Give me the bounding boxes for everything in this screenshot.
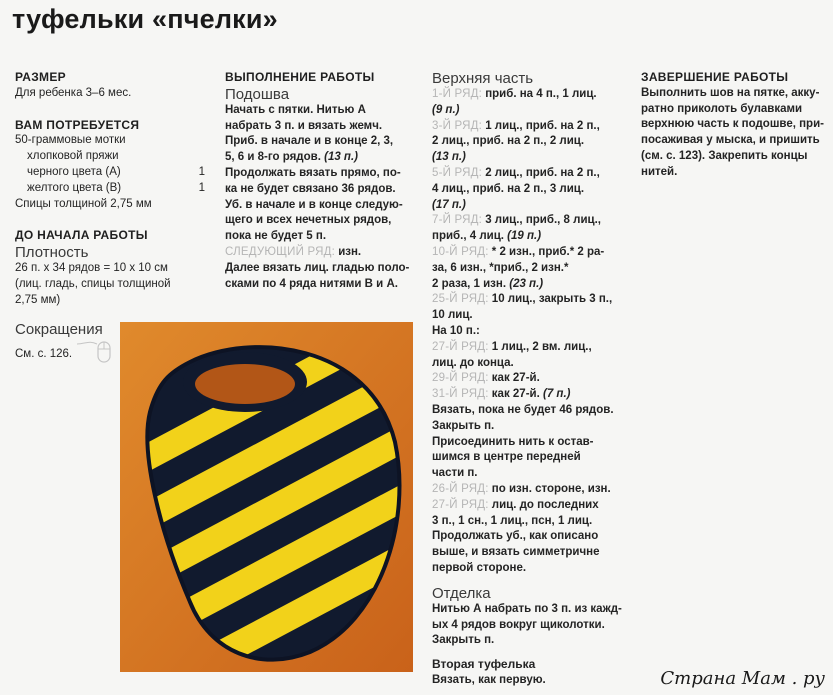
row-label: СЛЕДУЮЩИЙ РЯД: <box>225 245 335 258</box>
row-text: 2 лиц., приб. на 2 п., <box>485 166 600 179</box>
materials-intro-1: 50-граммовые мотки <box>15 134 126 147</box>
sole-line: щего и всех нечетных рядов, <box>225 214 392 227</box>
trim-line: ых 4 рядов вокруг щиколотки. <box>432 618 605 631</box>
row-label: 7-Й РЯД: <box>432 214 482 227</box>
sole-line: ка не будет связано 36 рядов. <box>225 182 396 195</box>
sole-line: Продолжать вязать прямо, по- <box>225 166 401 179</box>
material-label: желтого цвета (В) <box>27 181 122 194</box>
second-heading: Вторая туфелька <box>432 657 536 672</box>
sole-line: Далее вязать лиц. гладью поло- <box>225 261 410 274</box>
row-text: за, 6 изн., *приб., 2 изн.* <box>432 261 569 274</box>
abbr-text: См. с. 126. <box>15 347 73 360</box>
materials-intro-2: хлопковой пряжи <box>27 150 119 163</box>
instruction-line: Вязать, пока не будет 46 рядов. <box>432 403 614 416</box>
row-label: 5-Й РЯД: <box>432 166 482 179</box>
mouse-icon <box>77 338 117 370</box>
column-work <box>225 70 415 292</box>
sole-line: Начать с пятки. Нитью А <box>225 103 366 116</box>
material-qty: 1 <box>198 165 205 178</box>
finish-line: Выполнить шов на пятке, акку- <box>641 86 820 99</box>
row-text: 10 лиц., закрыть 3 п., <box>491 293 613 306</box>
sole-count: (13 п.) <box>324 151 358 164</box>
row-text: 2 лиц., приб. на 2 п., 2 лиц. <box>432 135 585 148</box>
abbr-heading: Сокращения <box>15 320 103 338</box>
stitch-count: (23 п.) <box>509 277 544 290</box>
stitch-count: (17 п.) <box>432 198 466 211</box>
row-label: 3-Й РЯД: <box>432 119 482 132</box>
finish-line: (см. с. 123). Закрепить концы <box>641 149 808 162</box>
row-text: как 27-й. <box>491 372 540 385</box>
row-text: лиц. до последних <box>491 498 599 511</box>
stitch-count: (9 п.) <box>432 103 460 116</box>
sole-line: Приб. в начале и в конце 2, 3, <box>225 135 394 148</box>
row-text: 1 лиц., 2 вм. лиц., <box>491 340 592 353</box>
stitch-count: (7 п.) <box>543 388 571 401</box>
stitch-count: (13 п.) <box>432 151 466 164</box>
row-text: * 2 изн., приб.* 2 ра- <box>491 245 605 258</box>
site-logo <box>660 668 825 689</box>
instruction-line: части п. <box>432 467 478 480</box>
materials-heading: ВАМ ПОТРЕБУЕТСЯ <box>15 117 140 132</box>
sole-line: набрать 3 п. и вязать жемч. <box>225 119 383 132</box>
row-label: 26-Й РЯД: <box>432 482 489 495</box>
finish-heading: ЗАВЕРШЕНИЕ РАБОТЫ <box>641 70 789 84</box>
materials-section <box>15 118 205 213</box>
row-text: 10 лиц. <box>432 309 473 322</box>
row-label: 25-Й РЯД: <box>432 293 489 306</box>
instruction-line: Продолжать уб., как описано <box>432 530 599 543</box>
logo-text: Страна Мам . ру <box>660 668 825 689</box>
column-upper <box>432 70 622 689</box>
row-text: 1 лиц., приб. на 2 п., <box>485 119 600 132</box>
gauge-line: 2,75 мм) <box>15 293 61 306</box>
sole-line: Уб. в начале и в конце следую- <box>225 198 403 211</box>
row-label: 29-Й РЯД: <box>432 372 489 385</box>
instruction-line: выше, и вязать симметричне <box>432 546 600 559</box>
slipper-photo <box>120 322 413 672</box>
size-text: Для ребенка 3–6 мес. <box>15 86 132 99</box>
section-note: На 10 п.: <box>432 324 480 337</box>
row-text: 4 лиц., приб. на 2 п., 3 лиц. <box>432 182 585 195</box>
material-label: черного цвета (А) <box>27 165 121 178</box>
material-item <box>15 165 205 181</box>
size-section <box>15 70 205 102</box>
material-item <box>15 181 205 197</box>
upper-heading: Верхняя часть <box>432 70 534 87</box>
finish-line: ратно приколоть булавками <box>641 102 803 115</box>
row-text: как 27-й. <box>491 388 540 401</box>
gauge-line: (лиц. гладь, спицы толщиной <box>15 277 171 290</box>
instruction-line: первой стороне. <box>432 561 527 574</box>
sole-line: сками по 4 ряда нитями В и А. <box>225 277 398 290</box>
row-text: 3 п., 1 сн., 1 лиц., псн, 1 лиц. <box>432 514 593 527</box>
stitch-count: (19 п.) <box>507 230 542 243</box>
page-title: туфельки «пчелки» <box>12 4 278 34</box>
row-text: 3 лиц., приб., 8 лиц., <box>485 214 601 227</box>
finish-line: нитей. <box>641 165 678 178</box>
trim-heading: Отделка <box>432 584 491 602</box>
before-heading: ДО НАЧАЛА РАБОТЫ <box>15 228 148 243</box>
row-text: лиц. до конца. <box>432 356 514 369</box>
trim-line: Нитью А набрать по 3 п. из кажд- <box>432 602 622 615</box>
row-text: приб. на 4 п., 1 лиц. <box>485 88 597 100</box>
row-text: изн. <box>338 245 362 258</box>
instruction-line: шимся в центре передней <box>432 451 581 464</box>
finish-line: верхнюю часть к подошве, при- <box>641 118 824 131</box>
instruction-line: Закрыть п. <box>432 419 495 432</box>
sole-heading: Подошва <box>225 85 290 103</box>
row-label: 31-Й РЯД: <box>432 388 489 401</box>
trim-line: Закрыть п. <box>432 634 495 647</box>
instruction-line: Присоединить нить к остав- <box>432 435 594 448</box>
finish-line: посаживая у мыска, и пришить <box>641 134 820 147</box>
size-heading: РАЗМЕР <box>15 70 66 84</box>
column-finish <box>641 70 824 181</box>
gauge-heading: Плотность <box>15 244 89 262</box>
row-label: 1-Й РЯД: <box>432 88 482 100</box>
row-text: по изн. стороне, изн. <box>491 482 611 495</box>
sole-line: 5, 6 и 8-го рядов. <box>225 151 321 164</box>
second-text: Вязать, как первую. <box>432 673 546 686</box>
row-label: 27-Й РЯД: <box>432 340 489 353</box>
work-heading: ВЫПОЛНЕНИЕ РАБОТЫ <box>225 70 375 84</box>
row-label: 27-Й РЯД: <box>432 498 489 511</box>
row-text: 2 раза, 1 изн. <box>432 277 507 290</box>
gauge-line: 26 п. x 34 рядов = 10 x 10 см <box>15 262 168 275</box>
needles-text: Спицы толщиной 2,75 мм <box>15 197 152 210</box>
row-text: приб., 4 лиц. <box>432 230 504 243</box>
material-qty: 1 <box>198 181 205 194</box>
row-label: 10-Й РЯД: <box>432 245 489 258</box>
sole-line: пока не будет 5 п. <box>225 230 327 243</box>
